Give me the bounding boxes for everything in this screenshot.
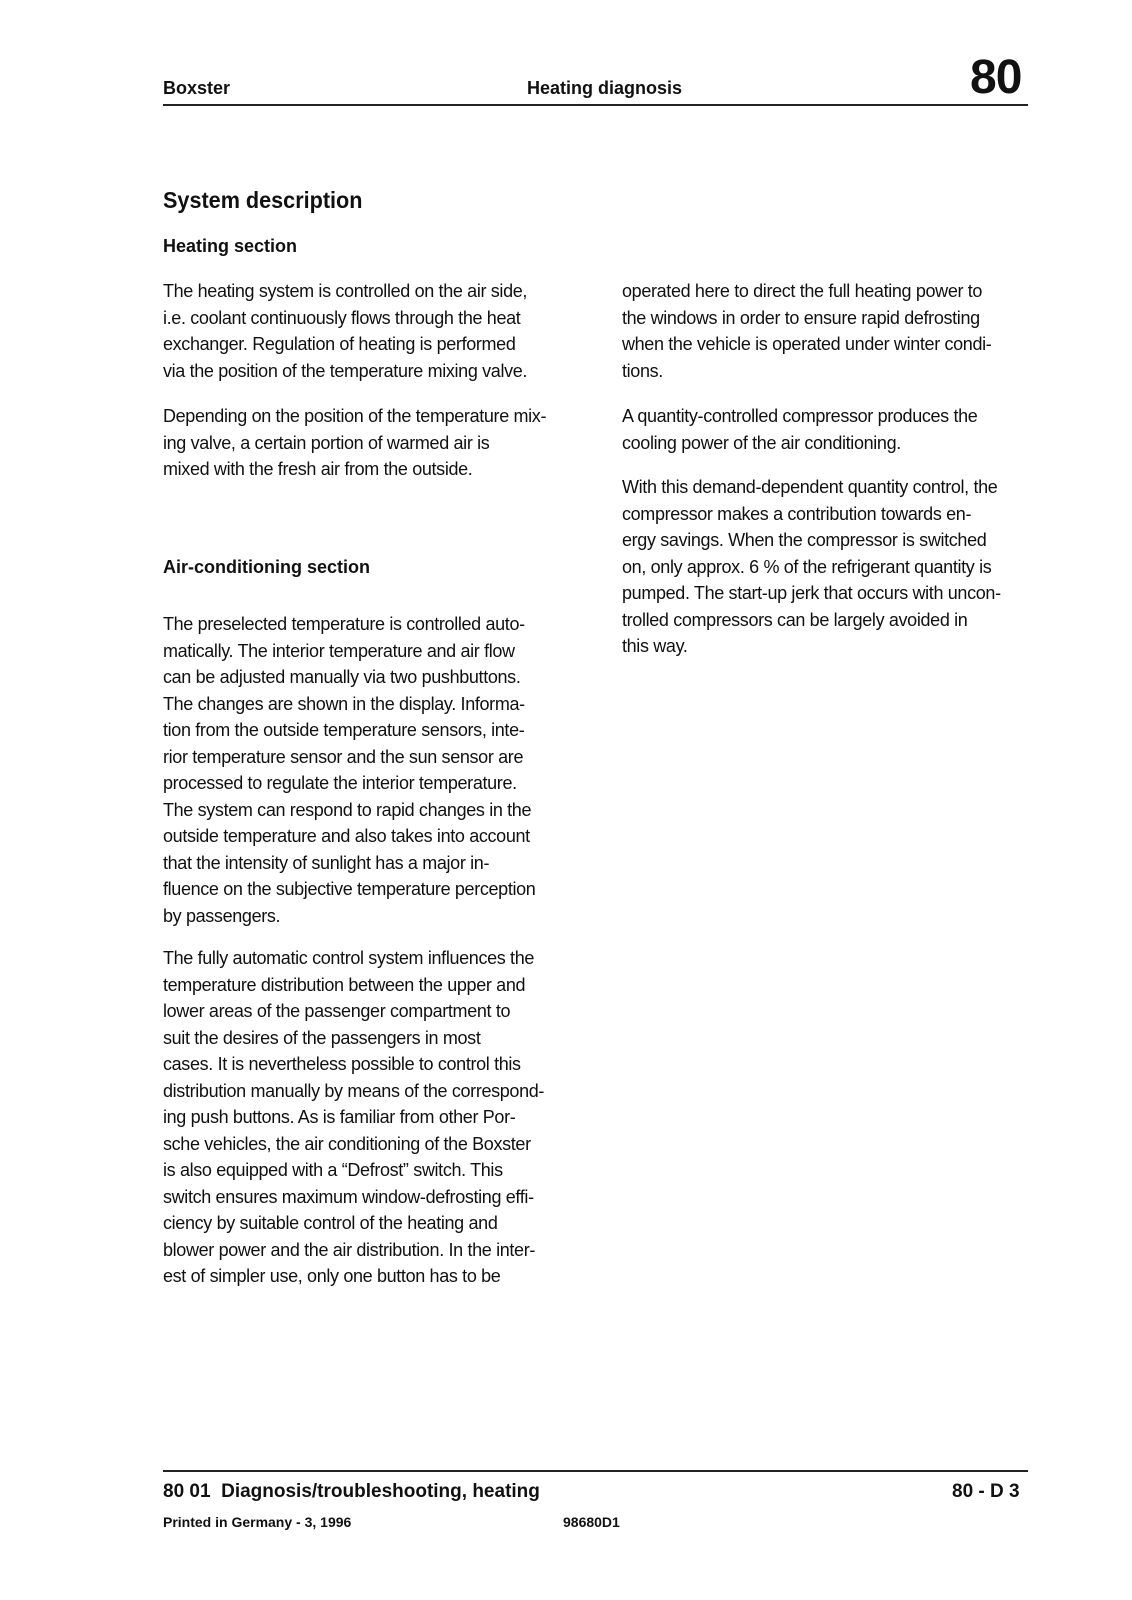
header-chapter-title: Heating diagnosis — [527, 78, 683, 98]
page-title: System description — [163, 187, 363, 213]
footer-printed-note: Printed in Germany - 3, 1996 — [163, 1514, 352, 1530]
right-column-paragraph-2: A quantity-controlled compressor produces the cooling power of the air conditioning. — [622, 406, 978, 453]
header-divider — [163, 104, 1028, 106]
footer-document-code: 98680D1 — [563, 1514, 620, 1530]
air-conditioning-section-heading: Air-conditioning section — [163, 557, 370, 577]
heating-paragraph-1: The heating system is controlled on the air side, i.e. coolant continuously flows through the heat exchanger. Regulation of heating is performed via the position of the temperature mixing valve. — [163, 281, 528, 381]
header-group-number: 80 — [970, 51, 1022, 104]
header-model: Boxster — [163, 78, 231, 98]
air-conditioning-paragraph-1: The preselected temperature is controlled auto- matically. The interior temperature and air flow can be adjusted manually via two pushbuttons. The changes are shown in the display. Informa- tion from the outside temperature sensors, inte- rior temperature sensor and the sun sensor are processed to regulate the interior temperature. The system can respond to rapid changes in the outside temperature and also takes into account that the intensity of sunlight has a major in- fluence on the subjective temperature perception by passengers. — [163, 614, 536, 926]
heating-section-heading: Heating section — [163, 236, 298, 256]
right-column-paragraph-1: operated here to direct the full heating power to the windows in order to ensure rapid defrosting when the vehicle is operated under winter condi- tions. — [622, 281, 992, 381]
footer-divider — [163, 1470, 1028, 1472]
footer-section-title: 80 01 Diagnosis/troubleshooting, heating — [163, 1481, 540, 1502]
right-column-paragraph-3: With this demand-dependent quantity control, the compressor makes a contribution towards en- ergy savings. When the compressor is switched on, only approx. 6 % of the refrigerant quantity is pumped. The start-up jerk that occurs with uncon- trolled compressors can be largely avoided in this way. — [622, 477, 1001, 656]
air-conditioning-paragraph-2: The fully automatic control system influences the temperature distribution between the upper and lower areas of the passenger compartment to suit the desires of the passengers in most cases. It is nevertheless possible to control this distribution manually by means of the correspond- ing push buttons. As is familiar from other Por- sche vehicles, the air conditioning of the Boxster is also equipped with a “Defrost” switch. This switch ensures maximum window-defrosting effi- ciency by suitable control of the heating and blower power and the air distribution. In the inter- est of simpler use, only one button has to be — [163, 948, 545, 1286]
heating-paragraph-2: Depending on the position of the temperature mix- ing valve, a certain portion of warmed air is mixed with the fresh air from the outside. — [163, 406, 547, 479]
footer-page-number: 80 - D 3 — [952, 1481, 1020, 1502]
